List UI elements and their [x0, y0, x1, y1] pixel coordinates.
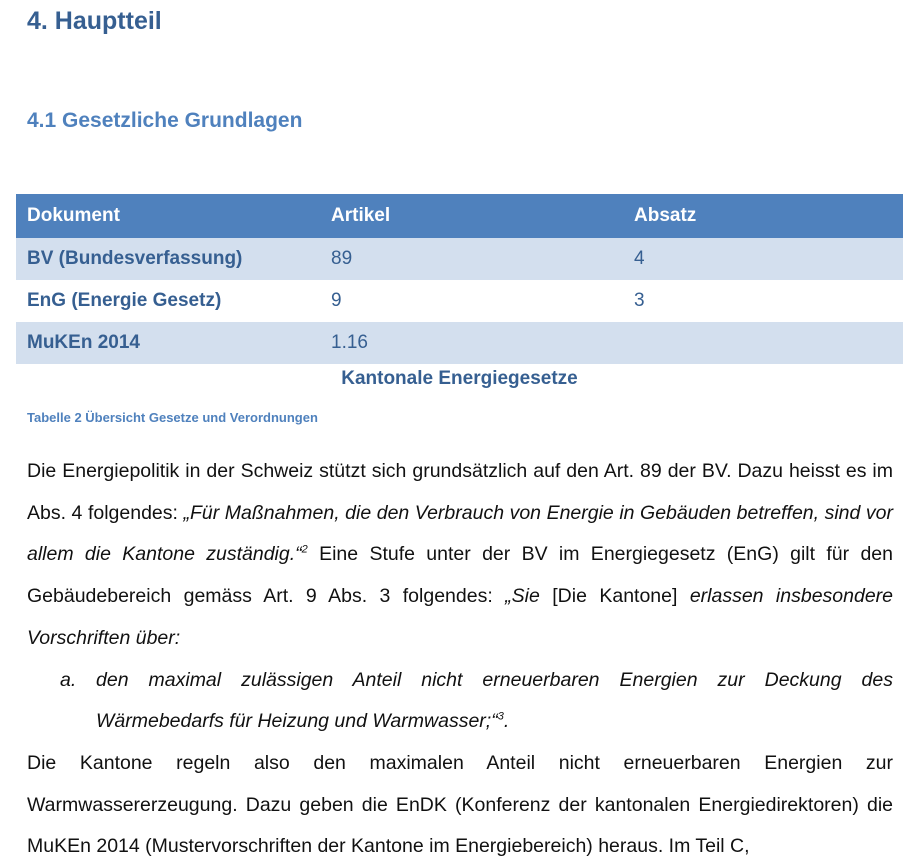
- table-header-row: [16, 194, 903, 238]
- list-item-tail: .: [503, 710, 510, 733]
- subsection-heading: 4.1 Gesetzliche Grundlagen: [27, 109, 303, 132]
- column-header-artikel: Artikel: [320, 194, 623, 238]
- paragraph-2: Die Kantone regeln also den maximalen Anteil nicht erneuerbaren Energien zur Warmwassererzeugung. Dazu geben die EnDK (Konferenz der kantonalen Energiedirektoren) die MuKEn 2014 (Mustervorschriften der Kantone im Energiebereich) heraus. Im Teil C,: [27, 751, 893, 858]
- table-cell-absatz: 4: [623, 238, 903, 280]
- column-header-absatz: Absatz: [623, 194, 903, 238]
- list-item-text: den maximal zulässigen Anteil nicht erneuerbaren Energien zur Deckung des Wärmebedarfs für Heizung und Warmwasser;“: [96, 668, 893, 733]
- table-row: [16, 238, 903, 280]
- list-item: [27, 660, 893, 743]
- quote-eng-continued: erlassen insbesondere Vorschriften über:: [27, 585, 894, 649]
- table-cell-dokument: EnG (Energie Gesetz): [16, 280, 320, 322]
- table-cell-absatz: [623, 322, 903, 364]
- table-cell-artikel: 89: [320, 238, 623, 280]
- laws-table: [16, 194, 903, 394]
- footnote-ref-2: 2: [301, 543, 308, 556]
- paragraph-1-text: Die Energiepolitik in der Schweiz stützt sich grundsätzlich auf den Art. 89 der BV. Dazu heisst es im Abs. 4 folgendes:: [27, 460, 893, 524]
- paragraph-1: [27, 451, 893, 660]
- table-row-summary: [16, 364, 903, 394]
- table-row: [16, 322, 903, 364]
- table-cell-artikel: 9: [320, 280, 623, 322]
- list-item-content: [96, 660, 893, 743]
- column-header-dokument: Dokument: [16, 194, 320, 238]
- quote-bv: „Für Maßnahmen, die den Verbrauch von Energie in Gebäuden betreffen, sind vor allem die Kantone zuständig.“: [27, 501, 893, 566]
- table-caption: Tabelle 2 Übersicht Gesetze und Verordnungen: [27, 410, 318, 425]
- table-row: [16, 280, 903, 322]
- table-cell-artikel: 1.16: [320, 322, 623, 364]
- body-text: [27, 451, 893, 868]
- table-cell-dokument: BV (Bundesverfassung): [16, 238, 320, 280]
- list-marker: a.: [60, 668, 77, 691]
- footnote-ref-3: 3: [497, 710, 504, 723]
- section-heading: 4. Hauptteil: [27, 7, 162, 35]
- quote-eng-start: „Sie: [505, 585, 540, 608]
- table-cell-dokument: MuKEn 2014: [16, 322, 320, 364]
- paragraph-1-text-2: Eine Stufe unter der BV im Energiegesetz (EnG) gilt für den Gebäudebereich gemäss Art. 9 Abs. 3 folgendes:: [27, 543, 893, 608]
- table-cell-absatz: 3: [623, 280, 903, 322]
- paragraph-1-text-3: [Die Kantone]: [539, 585, 690, 608]
- table-cell-kantonale: Kantonale Energiegesetze: [16, 364, 903, 394]
